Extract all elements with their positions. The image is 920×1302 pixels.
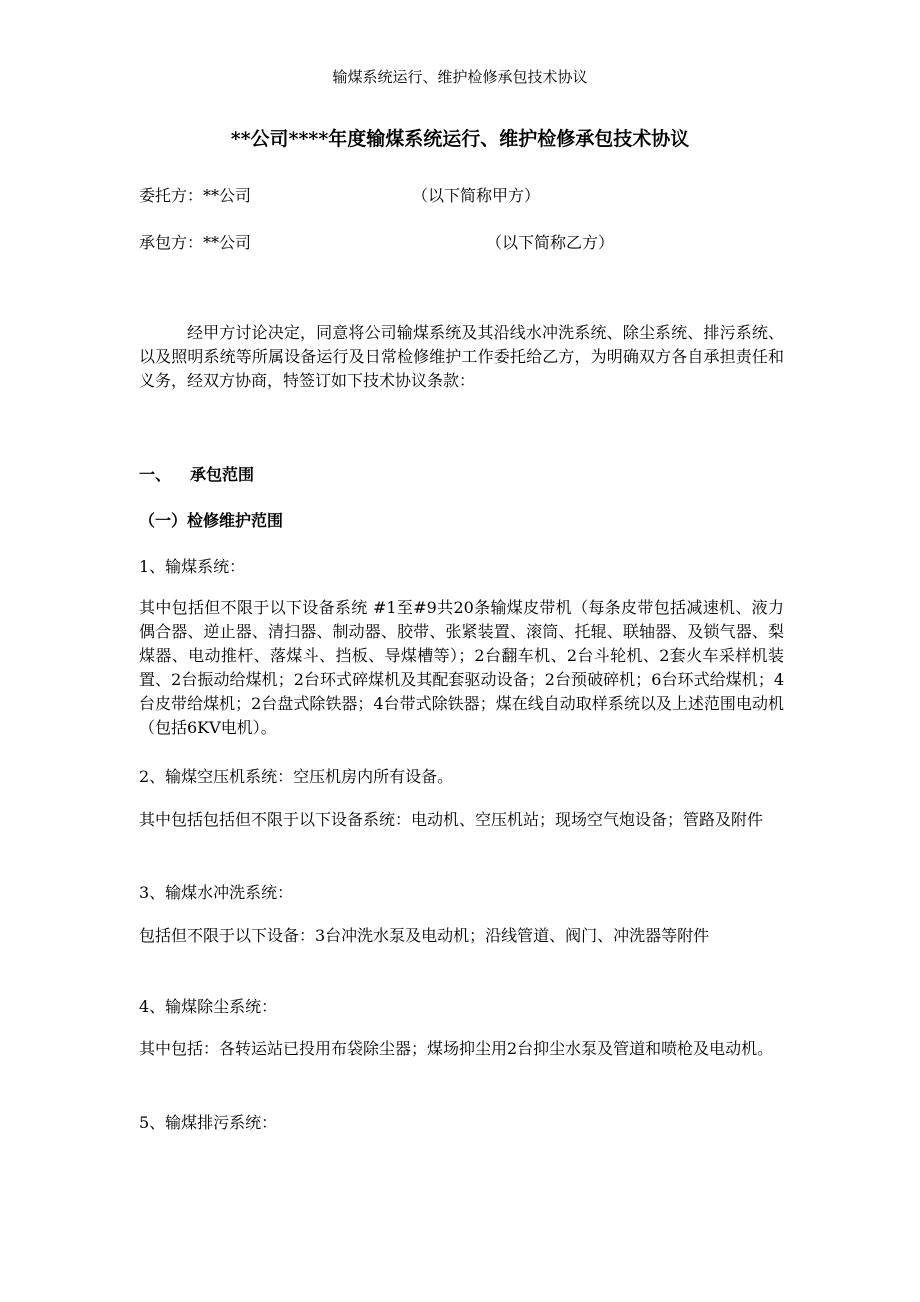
item-body: 包括但不限于以下设备：3台冲洗水泵及电动机；沿线管道、阀门、冲洗器等附件 bbox=[139, 926, 710, 945]
item-heading: 5、输煤排污系统： bbox=[139, 1113, 278, 1132]
principal-party: 委托方：**公司 bbox=[139, 186, 252, 205]
principal-note: （以下简称甲方） bbox=[412, 186, 541, 205]
item-body: 其中包括包括但不限于以下设备系统：电动机、空压机站；现场空气炮设备；管路及附件 bbox=[139, 810, 764, 829]
item-heading: 2、输煤空压机系统：空压机房内所有设备。 bbox=[139, 767, 454, 786]
contractor-party: 承包方：**公司 bbox=[139, 233, 252, 252]
item-body: 其中包括但不限于以下设备系统 #1至#9共20条输煤皮带机（每条皮带包括减速机、液力偶合器、逆止器、清扫器、制动器、胶带、张紧装置、滚筒、托辊、联轴器、及锁气器、梨煤器、电动推杆、落煤斗、挡板、导煤槽等）；2台翻车机、2台斗轮机、2套火车采样机装置、2台振动给煤机；2台环式碎煤机及其配套驱动设备；2台预破碎机；6台环式给煤机；4台皮带给煤机；2台盘式除铁器；4台带式除铁器；煤在线自动取样系统以及上述范围电动机（包括6KV电机）。 bbox=[139, 598, 784, 737]
item-heading: 3、输煤水冲洗系统： bbox=[139, 883, 294, 902]
running-header: 输煤系统运行、维护检修承包技术协议 bbox=[332, 68, 588, 86]
item-heading: 4、输煤除尘系统： bbox=[139, 997, 278, 1016]
document-title: **公司****年度输煤系统运行、维护检修承包技术协议 bbox=[230, 128, 690, 150]
subsection-title: （一）检修维护范围 bbox=[139, 511, 284, 530]
contractor-note: （以下简称乙方） bbox=[486, 233, 615, 252]
item-body: 其中包括：各转运站已投用布袋除尘器；煤场抑尘用2台抑尘水泵及管道和喷枪及电动机。 bbox=[139, 1039, 774, 1058]
section-title: 承包范围 bbox=[190, 465, 255, 484]
section-number: 一、 bbox=[139, 465, 172, 484]
item-heading: 1、输煤系统： bbox=[139, 557, 246, 576]
intro-paragraph: 经甲方讨论决定，同意将公司输煤系统及其沿线水冲洗系统、除尘系统、排污系统、以及照明系统等所属设备运行及日常检修维护工作委托给乙方，为明确双方各自承担责任和义务，经双方协商，特签订如下技术协议条款： bbox=[139, 323, 784, 390]
